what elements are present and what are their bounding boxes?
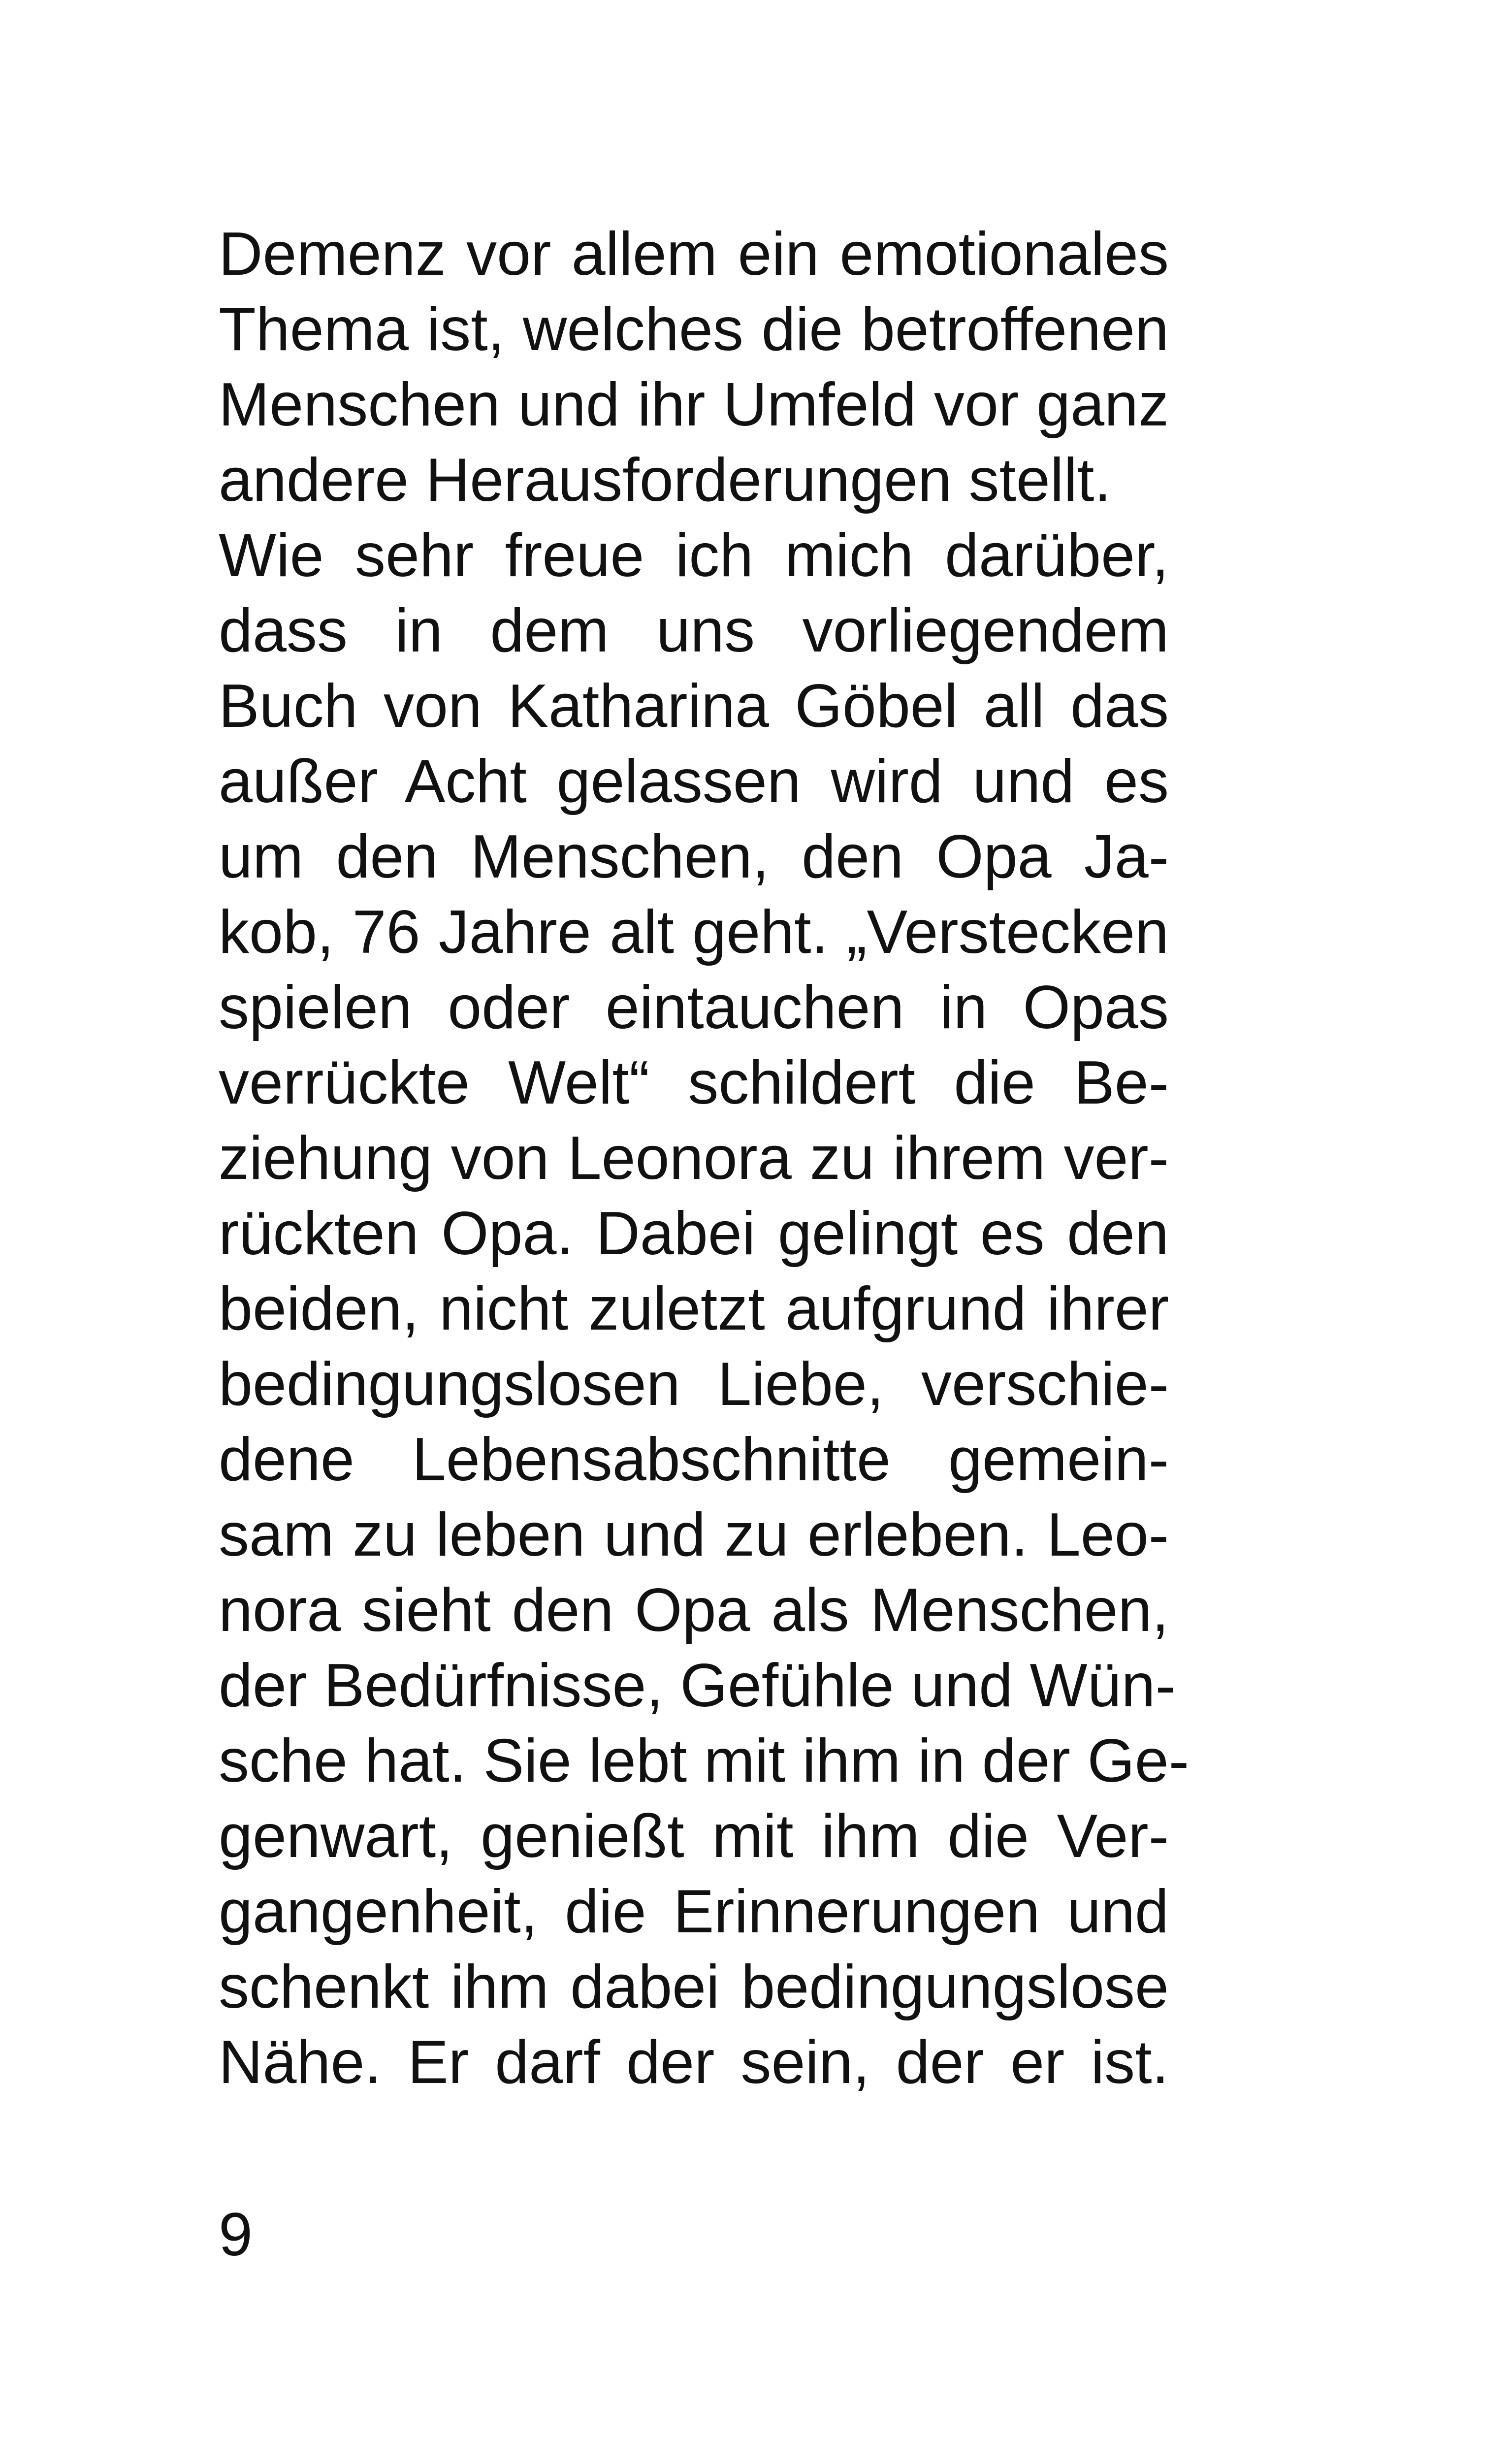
text-line: Demenz vor allem ein emotionales <box>219 220 1169 288</box>
text-line: andere Herausforderungen stellt. <box>219 446 1111 514</box>
text-line: Thema ist, welches die betroffenen <box>219 295 1169 363</box>
text-line: sam zu leben und zu erleben. Leo- <box>219 1501 1169 1569</box>
text-line: um den Menschen, den Opa Ja- <box>219 823 1169 891</box>
text-line: Menschen und ihr Umfeld vor ganz <box>219 371 1169 439</box>
text-line: dene Lebensabschnitte gemein- <box>219 1426 1169 1494</box>
text-line: beiden, nicht zuletzt aufgrund ihrer <box>219 1275 1169 1343</box>
text-line: Buch von Katharina Göbel all das <box>219 672 1169 740</box>
text-line: Wie sehr freue ich mich darüber, <box>219 521 1169 589</box>
text-line: sche hat. Sie lebt mit ihm in der Ge- <box>219 1727 1190 1795</box>
text-line: verrückte Welt“ schildert die Be- <box>219 1049 1169 1117</box>
text-line: rückten Opa. Dabei gelingt es den <box>219 1200 1169 1268</box>
text-line: nora sieht den Opa als Menschen, <box>219 1576 1169 1644</box>
text-line: genwart, genießt mit ihm die Ver- <box>219 1802 1169 1870</box>
text-line: schenkt ihm dabei bedingungslose <box>219 1953 1169 2021</box>
text-line: der Bedürfnisse, Gefühle und Wün- <box>219 1652 1176 1720</box>
text-line: bedingungslosen Liebe, verschie- <box>219 1350 1169 1418</box>
text-line: dass in dem uns vorliegendem <box>219 597 1169 665</box>
text-line: ziehung von Leonora zu ihrem ver- <box>219 1124 1169 1192</box>
page-number: 9 <box>219 2201 253 2269</box>
body-text <box>219 217 1190 2100</box>
text-line: Nähe. Er darf der sein, der er ist. <box>219 2028 1169 2096</box>
text-line: außer Acht gelassen wird und es <box>219 748 1169 815</box>
text-line: gangenheit, die Erinnerungen und <box>219 1878 1169 1946</box>
text-line: spielen oder eintauchen in Opas <box>219 974 1169 1042</box>
text-line: kob, 76 Jahre alt geht. „Verstecken <box>219 898 1169 966</box>
